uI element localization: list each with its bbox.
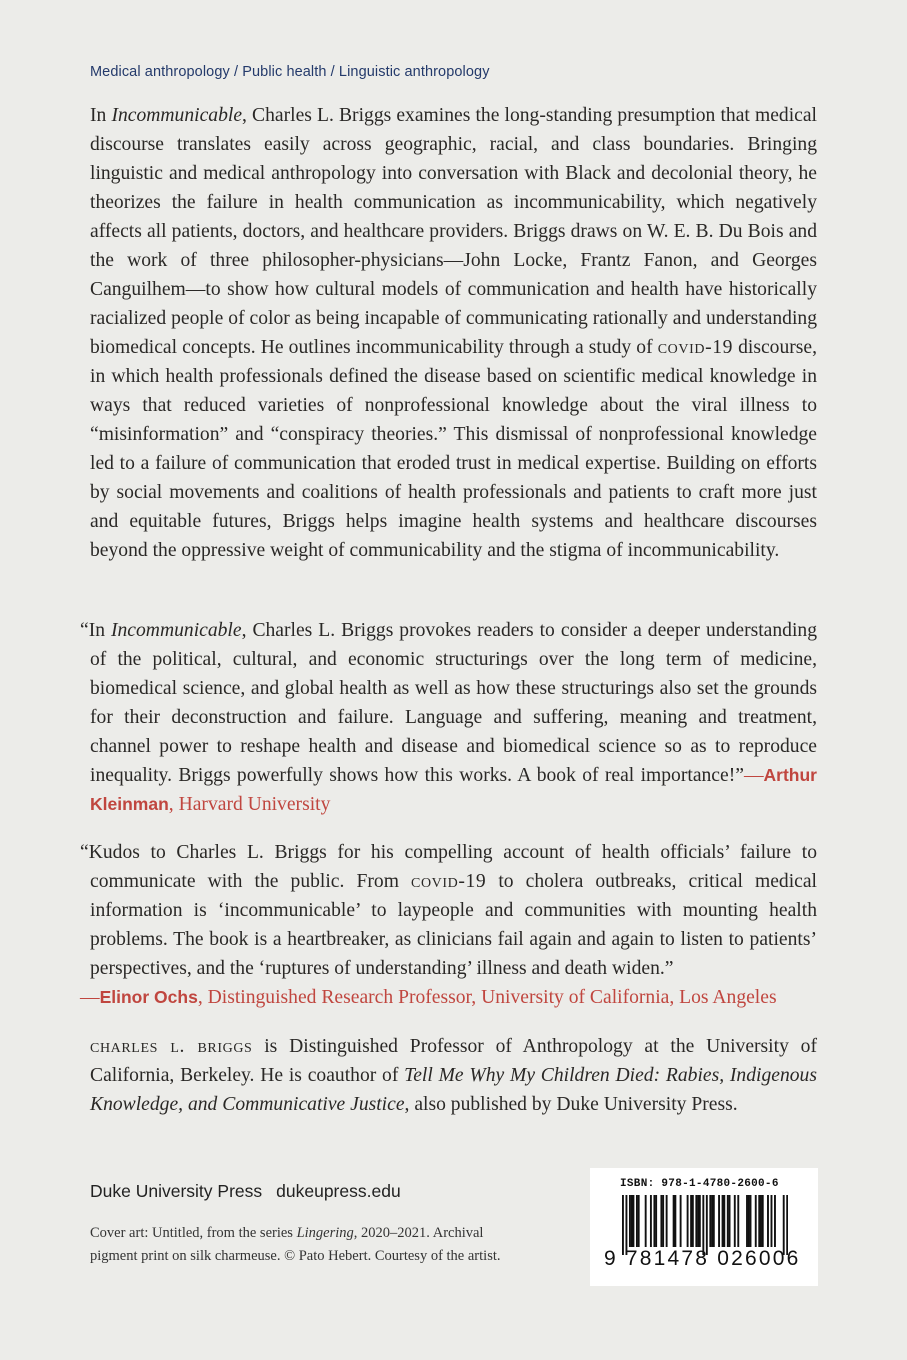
barcode-bar [666,1195,668,1247]
barcode-bar [727,1195,729,1247]
barcode-bar [622,1195,624,1255]
barcode-bar [660,1195,662,1247]
barcode-bar [636,1195,638,1247]
barcode-bar [674,1195,676,1247]
barcode-bar [746,1195,748,1247]
barcode-bar [767,1195,769,1247]
book-title: Incommunicable [111,105,243,126]
credit-text-2: , 2020–2021. Archival pigment print on silk charmeuse. © Pato Hebert. Courtesy of the artist. [90,1225,501,1264]
isbn-barcode [590,1168,818,1286]
blurb-ochs [80,838,817,1012]
blurb-kleinman [80,616,817,819]
barcode-bar [653,1195,655,1247]
barcode-bar [729,1195,731,1247]
barcode-bar [713,1195,715,1247]
barcode-bar [711,1195,713,1247]
cover-art-credit [90,1222,510,1268]
attribution-dash: — [80,987,100,1008]
barcode-bar [680,1195,682,1247]
barcode-bar [723,1195,725,1247]
desc-text-3: discourse, in which health professionals defined the disease based on scientific medical knowledge in ways that reduced varieties of nonprofessional knowledge about the viral illness to “misinformation” and “conspiracy theories.” This dismissal of nonprofessional knowledge led to a failure of communication that eroded trust in medical expertise. Building on efforts by social movements and coalitions of health professionals and patients to craft more just and equitable futures, Briggs helps imagine health systems and healthcare discourses beyond the oppressive weight of communicability and the stigma of incommunicability. [90,337,817,561]
barcode-bar [762,1195,764,1247]
blurb-text-2: to cholera outbreaks, critical medical information is ‘incommunicable’ to laypeople and communities with mounting health problems. The book is a heartbreaker, as clinicians fail again and again to listen to patients’ perspectives, and the ‘ruptures of understanding’ illness and death widen.” [90,871,817,979]
coauthored-book-title: Tell Me Why My Children Died: Rabies, Indigenous Knowledge, and Communicative Justice [90,1065,817,1115]
barcode-bar [702,1195,704,1255]
covid-term: covid-19 [411,871,487,892]
barcode-bar [692,1195,694,1247]
blurb-book-title: Incommunicable [110,620,242,641]
barcode-bar [638,1195,640,1247]
blurb-text-1: “Kudos to Charles L. Briggs for his compelling account of health officials’ failure to communicate with the public. From [80,842,817,892]
desc-text-1: In [90,105,112,126]
blurb-text-1: “In [80,620,111,641]
subject-categories: Medical anthropology / Public health / Linguistic anthropology [90,64,490,80]
barcode-bar [755,1195,757,1247]
bio-text-2: , also published by Duke University Press. [404,1094,738,1115]
book-description [90,101,817,565]
barcode-bar [632,1195,634,1247]
barcode-bar [783,1195,785,1255]
barcode-bar [695,1195,697,1247]
barcode-bar [655,1195,657,1247]
barcode-bar [758,1195,760,1247]
barcode-bar [771,1195,773,1247]
attribution-affiliation: , Distinguished Research Professor, University of California, Los Angeles [197,987,777,1008]
barcode-bar [650,1195,652,1247]
author-bio [90,1032,817,1119]
isbn-label: ISBN: 978-1-4780-2600-6 [620,1178,779,1190]
barcode-bar [737,1195,739,1247]
barcode-bar [709,1195,711,1247]
barcode-bar [786,1195,788,1255]
barcode-bar [722,1195,724,1247]
covid-term: covid-19 [657,337,733,358]
series-title: Lingering [296,1225,354,1241]
barcode-bar [631,1195,633,1247]
barcode-bar [673,1195,675,1247]
barcode-bar [690,1195,692,1247]
barcode-bar [662,1195,664,1247]
barcode-bar [774,1195,776,1247]
barcode-bars [622,1195,788,1255]
barcode-bar [687,1195,689,1247]
credit-text-1: Cover art: Untitled, from the series [90,1225,297,1241]
barcode-bar [734,1195,736,1247]
attribution-name: Arthur Kleinman [90,765,817,814]
blurb-text-2: , Charles L. Briggs provokes readers to consider a deeper understanding of the political, cultural, and economic structurings over the long term of medicine, biomedical science, and global health as well as how these structurings also set the grounds for their deconstruction and failure. Language and suffering, meaning and treatment, channel power to reshape health and disease and biomedical science so as to reproduce inequality. Briggs powerfully shows how this works. A book of real importance!” [90,620,817,786]
barcode-bar [625,1195,627,1255]
desc-text-2: , Charles L. Briggs examines the long-standing presumption that medical discourse translates easily across geographic, racial, and class boundaries. Bringing linguistic and medical anthropology into conversation with Black and decolonial theory, he theorizes the failure in health communication as incommunicability, which negatively affects all patients, doctors, and healthcare providers. Briggs draws on W. E. B. Du Bois and the work of three philosopher-physicians—John Locke, Frantz Fanon, and Georges Canguilhem—to show how cultural models of communication and health have historically racialized people of color as being incapable of communicating rationally and understanding biomedical concepts. He outlines incommunicability through a study of [90,105,817,358]
author-name: charles l. briggs [90,1036,253,1057]
barcode-number: 9 781478 026006 [604,1247,801,1270]
attribution-name: Elinor Ochs [99,987,198,1007]
barcode-bar [645,1195,647,1247]
barcode-bar [748,1195,750,1247]
publisher-name: Duke University Press [90,1181,263,1201]
attribution-affiliation: , Harvard University [168,794,331,815]
barcode-bar [750,1195,752,1247]
bio-text-1: is Distinguished Professor of Anthropology at the University of California, Berkeley. He is coauthor of [90,1036,817,1086]
barcode-bar [760,1195,762,1247]
attribution-dash: — [743,765,764,786]
barcode-bar [697,1195,699,1247]
barcode-bar [718,1195,720,1247]
barcode-bar [706,1195,708,1255]
publisher-line [90,1181,401,1202]
barcode-bar [629,1195,631,1247]
publisher-url: dukeupress.edu [276,1181,401,1201]
barcode-bar [699,1195,701,1247]
